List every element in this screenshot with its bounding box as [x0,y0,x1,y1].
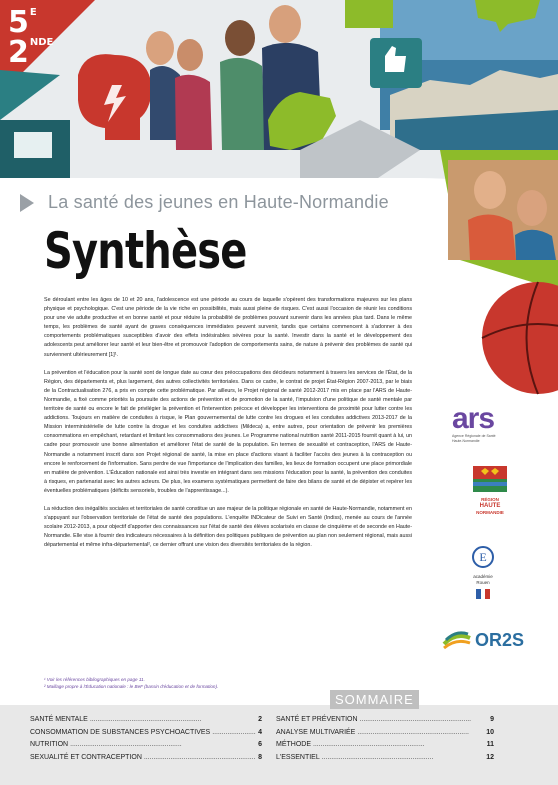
page-title: Synthèse [44,222,247,280]
ars-wordmark [452,404,522,434]
toc-right [276,714,494,764]
toc-page: 9 [490,716,494,723]
toc-page: 4 [258,728,262,736]
region-logo [470,466,510,516]
paragraph: Se déroulant entre les âges de 10 et 20 ans, l'adolescence est une période au cours de laquelle s'opèrent des transformations majeures sur les plans physique et psychologique. C'est une période de la vie riche en possibilités, mais aussi pleine de risques. C'est aussi l'occasion de réunir les conditions pour une vie adulte productive et en bonne santé et pour réduire la probabilité de problèmes pouvant survenir dans les années plus tard. Dans le même temps, les problèmes de santé ayant de graves conséquences immédiates peuvent survenir, tandis que certains commencent à s'adonner à des comportements problématiques susceptibles d'avoir des effets indésirables sévères pour la santé. Investir dans la santé et le développement des adolescents peut améliorer leur santé et leur bien-être et promouvoir l'adoption de comportements sains, de nature à prévenir des problèmes de santé qui surviennent ultérieurement [1]¹. [44,297,412,358]
paragraph: La prévention et l'éducation pour la santé sont de longue date au cœur des préoccupations des décideurs notamment à travers les services de l'État, de la Région, des départements et, plus largement, des autres collectivités territoriales. Dans ce cadre, le contrat de projet État-Région 2007-2013, par le biais de la Contractualisation 276, a pris en compte cette problématique. Par ailleurs, le Projet régional de santé 2012-2017 mis en place par l'ARS de Haute-Normandie, a fixé comme priorités la poursuite des actions de prévention et de promotion de la santé, l'impulsion d'une politique de santé mentale par territoire de santé ou encore le fait de privilégier la prévention et l'intervention précoce et développer les interventions de proximité pour lutter contre les addictions. Toujours en matière de conduites à risque, le Plan gouvernemental de lutte contre les drogues et les conduites addictives 2013-2017 de la Mission interministérielle de lutte contre la drogue et les conduites addictives (Mildeca) a, entre autres, pour orientation de prévenir les premières consommations en empêchant, retardant et limitant les consommations des jeunes. Le Programme national nutrition santé 2011-2015 fournit quant à lui, un cadre pour promouvoir une bonne alimentation et améliorer l'état de santé de la population. En termes de sexualité et contraception, l'ARS de Haute-Normandie a notamment inscrit dans son Projet régional de santé, la mise en place d'actions visant à faciliter l'accès des jeunes à la contraception ou encore le renforcement de l'information. Sans perdre de vue l'importance de l'implication des familles, les lieux de formation occupent une place primordiale en matière de prévention. L'Éducation nationale est ainsi très investie en intégrant dans ses missions l'éducation pour la santé, la prévention des conduites à risques, en partenariat avec les autres acteurs. De plus, les examens systématiques permettent de faire des bilans de santé et de dépister et repérer les éventuelles problématiques (déficits sensoriels, troubles de l'apprentissage...). [44,369,412,494]
region-emblem-icon [473,466,507,492]
toc-leader [313,739,485,752]
or2s-swirl-icon [442,628,472,652]
subtitle: La santé des jeunes en Haute-Normandie [48,192,389,212]
region-label-3: NORMANDIE [476,510,504,515]
ars-logo [452,404,522,444]
toc-page: 2 [258,716,262,723]
toc-page: 10 [486,728,494,736]
academie-emblem-icon [471,545,495,569]
edition-sup-e: E [29,7,37,18]
academie-label-1: académie [473,574,493,579]
toc-label: L'ESSENTIEL [276,753,320,761]
toc-leader [144,752,256,765]
toc-item[interactable] [30,714,262,727]
footnote-2: ² Maillage propre à l'Éducation nationale : le BeF (bassin d'éducation et de formation). [44,684,219,689]
toc-item[interactable] [276,739,494,752]
ars-subtitle-1: Agence Régionale de Santé [452,434,496,438]
academie-label-2: Rouen [476,580,490,585]
toc-leader [90,714,256,727]
toc-item[interactable] [30,739,262,752]
sommaire-label: SOMMAIRE [330,690,419,709]
toc-label: NUTRITION [30,741,69,748]
body-text [44,296,412,559]
or2s-logo [442,628,532,652]
subtitle-triangle-icon [20,194,34,212]
toc-page: 12 [486,753,494,761]
toc-label: MÉTHODE [276,741,311,748]
toc-label: ANALYSE MULTIVARIÉE [276,728,356,736]
toc-item[interactable] [30,752,262,765]
toc-item[interactable] [276,727,494,740]
toc-leader [70,739,256,752]
edition-badge [8,5,54,70]
side-illustration [420,150,558,400]
academie-logo [458,545,508,604]
paragraph: La réduction des inégalités sociales et territoriales de santé constitue un axe majeur de la politique régionale en santé de Haute-Normandie, notamment en s'appuyant sur l'observation territoriale de l'état de santé des populations. L'enquête INDicateur de Suivi en Santé (Indiss), menée au cours de l'année scolaire 2012-2013, a pour objectif d'apporter des connaissances sur l'état de santé des élèves scolarisés en classe de cinquième et de seconde en Haute-Normandie. Elle vise à fournir des indicateurs nécessaires à la définition des politiques publiques de prévention au plan non seulement régional, mais aussi départemental et même infra-départemental², ce dernier offrant une vision des diversités territoriales de la région. [44,505,412,549]
footnotes [44,676,218,690]
ars-wordmark-text: ars [452,402,495,435]
or2s-wordmark: OR2S [475,629,525,650]
toc-item[interactable] [276,714,494,727]
toc-label: SEXUALITÉ ET CONTRACEPTION [30,753,142,761]
toc-leader [322,752,484,765]
edition-sup-nde: NDE [29,37,54,48]
toc-leader [212,727,256,740]
edition-number-2: 2 [8,35,29,70]
edition-number-5: 5 [8,5,29,40]
toc-label: SANTÉ MENTALE [30,716,88,723]
toc-leader [357,727,484,740]
region-label-1: RÉGION [481,497,499,502]
footnote-1: ¹ Voir les références bibliographiques en page 11. [44,677,145,682]
svg-text:E: E [479,550,487,564]
toc-left [30,714,262,764]
subtitle-row [20,192,389,213]
flag-icon [476,589,490,599]
toc-item[interactable] [276,752,494,765]
region-label-2: HAUTE [479,503,501,509]
toc-page: 11 [486,741,494,748]
ars-subtitle-2: Haute-Normandie [452,439,480,443]
toc-page: 8 [258,753,262,761]
toc-page: 6 [258,741,262,748]
toc-item[interactable] [30,727,262,740]
toc-leader [360,714,489,727]
toc-label: SANTÉ ET PRÉVENTION [276,716,358,723]
toc-label: CONSOMMATION DE SUBSTANCES PSYCHOACTIVES [30,728,211,736]
